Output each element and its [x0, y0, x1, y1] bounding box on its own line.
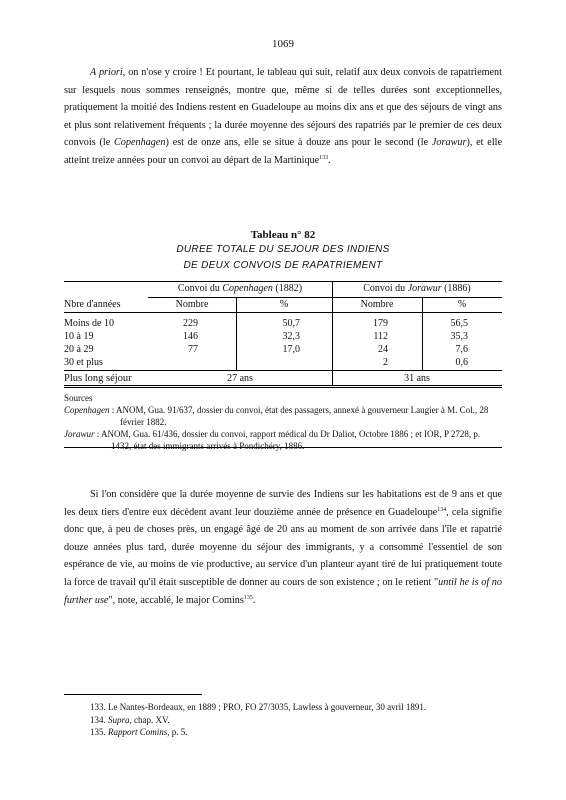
- paragraph-text: , cela signifie donc que, à peu de choses près, un engagé âgé de 20 ans au moment de son arrivée dans l'île et rapatrié douze années plus tard, durée moyenne du séjour des immigrants, y a consommé l'essentiel de son espérance de vie, au moins de vie productive, au service d'un planteur ayant tiré de lui pratiquement toute la force de travail qu'il était susceptible de donner au cours de son existence ; on le retient ": [64, 506, 502, 588]
- row-label: 20 à 29: [64, 344, 94, 355]
- table-cell: 50,7: [282, 318, 300, 329]
- paragraph-text: Si l'on considère que la durée moyenne de survie des Indiens sur les habitations est de 9 ans et que les deux tiers d'entre eux décèdent avant leur douzième année de présence en Guadeloupe: [64, 489, 502, 518]
- footnote-ref: 133: [319, 154, 329, 161]
- ship-name: Jorawur: [431, 137, 467, 149]
- table-cell: 35,3: [450, 331, 468, 342]
- col-header-pct: %: [457, 299, 467, 310]
- table-subtitle: DUREE TOTALE DU SEJOUR DES INDIENS: [176, 244, 390, 255]
- footnotes: [90, 701, 426, 739]
- table-cell: 229: [183, 318, 198, 329]
- table-subtitle: DE DEUX CONVOIS DE RAPATRIEMENT: [183, 260, 383, 271]
- table-cell: 112: [373, 331, 388, 342]
- col-header-pct: %: [279, 299, 289, 310]
- row-label: Moins de 10: [64, 318, 114, 329]
- table-cell: 56,5: [450, 318, 468, 329]
- paragraph-text: ), et elle atteint treize années pour un convoi au départ de la Martinique: [64, 137, 503, 166]
- table-rule: [64, 370, 502, 371]
- table-title: Tableau n° 82: [250, 229, 316, 241]
- ship-name: Copenhagen: [114, 137, 166, 149]
- table-rule: [64, 385, 502, 391]
- table-divider: [332, 281, 333, 385]
- sources-heading: Sources: [64, 393, 93, 403]
- group-header-jorawur: Convoi du Jorawur (1886): [363, 283, 471, 294]
- table-sources: [64, 392, 502, 452]
- source-entry: Jorawur : ANOM, Gua. 61/436, dossier du convoi, rapport médical du Dr Daliot, Octobre 1886 ; et IOR, P 2728, p. 1432, état des immigrants arrivés à Pondichéry, 1886.: [64, 429, 481, 451]
- table-cell: 7,6: [455, 344, 468, 355]
- footnote: 133. Le Nantes-Bordeaux, en 1889 ; PRO, FO 27/3035, Lawless à gouverneur, 30 avril 1891.: [90, 702, 427, 712]
- ship-name: Copenhagen: [64, 405, 110, 415]
- group-header-copenhagen: Convoi du Copenhagen (1882): [177, 283, 303, 294]
- table-cell: 27 ans: [227, 373, 253, 384]
- italic-text: A priori: [90, 67, 123, 78]
- paragraph-text: .: [328, 154, 331, 166]
- footnote: 135. Rapport Comins, p. 5.: [90, 727, 188, 737]
- table-cell: 24: [378, 344, 388, 355]
- row-label: 10 à 19: [64, 331, 94, 342]
- table-cell: 146: [183, 331, 198, 342]
- footnote: 134. Supra, chap. XV.: [90, 714, 170, 725]
- paragraph-intro: [64, 64, 502, 170]
- table-rule: [64, 281, 502, 282]
- table-rule: [148, 297, 502, 298]
- table-cell: 77: [188, 344, 198, 355]
- footnote-ref: 135: [243, 594, 253, 601]
- paragraph-analysis: [64, 486, 502, 609]
- paragraph-text: ", note, accablé, le major Comins: [108, 594, 244, 606]
- col-header-count: Nombre: [175, 299, 209, 310]
- ship-name: Jorawur: [64, 429, 95, 439]
- row-label: 30 et plus: [64, 357, 103, 368]
- paragraph-text: ) est de onze ans, elle se situe à douze ans pour le second (le: [165, 137, 432, 149]
- footnote-rule: [64, 694, 202, 695]
- footnote-ref: 134: [437, 506, 447, 513]
- table-cell: 31 ans: [404, 373, 430, 384]
- table-cell: 2: [383, 357, 388, 368]
- paragraph-text: , on n'ose y croire ! Et pourtant, le tableau qui suit, relatif aux deux convois de rapatriement sur lesquels nous sommes renseignés, montre que, même si de telles durées sont exceptionnelles, pratiquement la moitié des Indiens restent en Guadeloupe au moins dix ans et que des séjours de vingt ans et plus sont relativement fréquents ; la durée moyenne des séjours des rapatriés par le premier de ces deux convois (le: [64, 67, 502, 149]
- table-cell: 17,0: [282, 344, 300, 355]
- page-number: 1069: [272, 38, 294, 50]
- row-label: Plus long séjour: [64, 373, 132, 384]
- table-cell: 32,3: [282, 331, 300, 342]
- table-rule: [64, 312, 502, 313]
- col-header-count: Nombre: [360, 299, 394, 310]
- source-entry: Copenhagen : ANOM, Gua. 91/637, dossier du convoi, état des passagers, annexé à gouverneur Laugier à M. Col., 28 février 1882.: [64, 405, 489, 427]
- paragraph-text: .: [252, 594, 256, 606]
- quote-text: until he is of no further use: [64, 576, 502, 606]
- table-cell: 0,6: [455, 357, 468, 368]
- table-cell: 179: [373, 318, 388, 329]
- col-header-years: Nbre d'années: [64, 299, 121, 310]
